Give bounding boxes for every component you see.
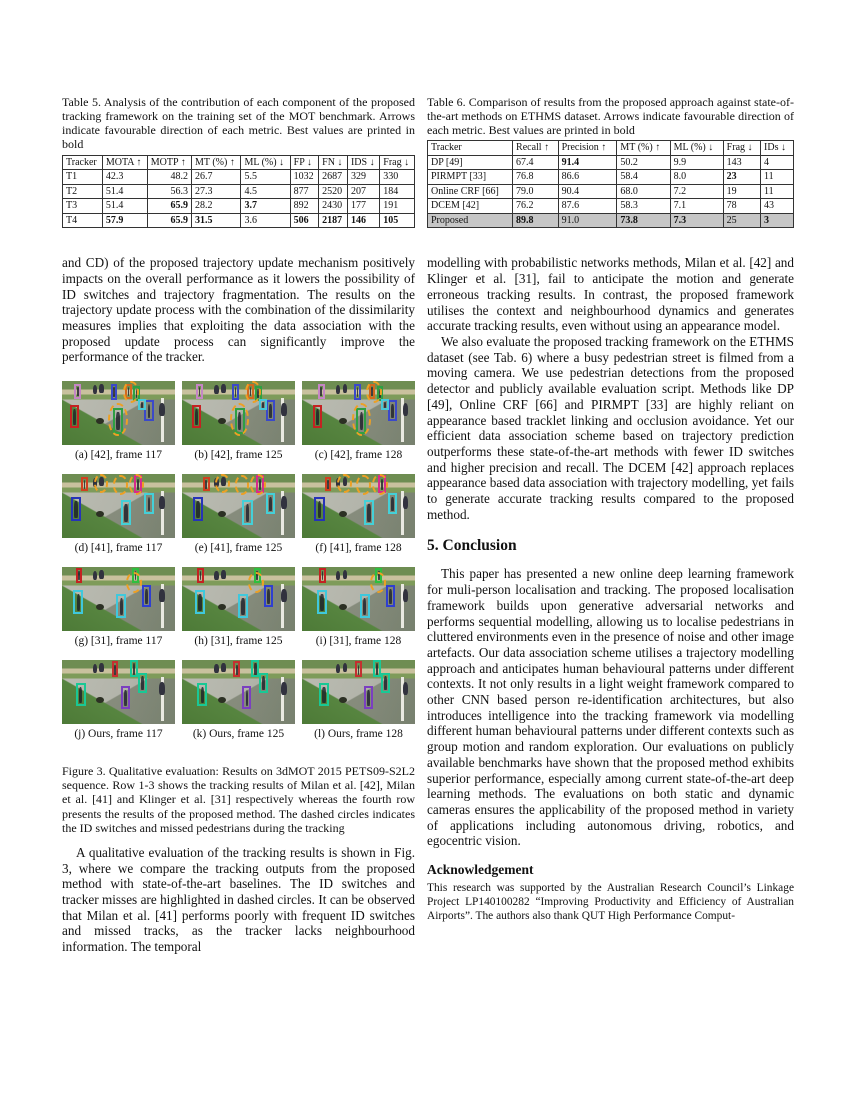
- tracker-bounding-box: [233, 661, 240, 677]
- pedestrian: [159, 589, 165, 602]
- column-header: Frag ↓: [723, 141, 760, 156]
- conclusion-paragraph: This paper has presented a new online deep learning framework for muli-person localisation and tracking. The proposed localisation framework builds upon generative adversarial networks and performs sequential modelling, allowing us to localise pedestrians in cluttered environments even in the presence of noise and other image artefacts. Our data association scheme utilises a trajectory modelling approach and anticipates human behavioural patterns under different contexts. It not only results in a light weight framework compared to other CNN based person re-identification architectures, but also introduces intelligence into the tracking framework via modelling different human behavioural patterns under different contexts such as group motion and random exploration. Our evaluations on publicly available benchmarks have shown that the proposed method exhibits superior performance, especially among current state-of-the-art deep learning methods. The evaluations on both static and dynamic cameras ensures the applicability of the proposed method in variety of applications including autonomous driving, robotics, and egocentric vision.: [427, 566, 794, 849]
- tracker-bounding-box: [111, 384, 118, 400]
- table-cell: 76.8: [513, 170, 559, 185]
- column-header: ML (%) ↓: [241, 155, 290, 170]
- table-cell: 68.0: [617, 184, 670, 199]
- table-cell: 3: [761, 213, 794, 228]
- table-cell: 91.0: [558, 213, 617, 228]
- table-cell: 58.4: [617, 170, 670, 185]
- tracker-bounding-box: [193, 497, 203, 521]
- table-cell: 28.2: [192, 199, 241, 214]
- pedestrian: [281, 496, 287, 509]
- tracker-bounding-box: [388, 400, 397, 420]
- table-cell: 48.2: [147, 170, 191, 185]
- id-switch-circle: [356, 475, 371, 494]
- tracker-bounding-box: [317, 590, 327, 614]
- table-cell: Online CRF [66]: [428, 184, 513, 199]
- column-header: Precision ↑: [558, 141, 617, 156]
- column-header: Frag ↓: [380, 155, 415, 170]
- id-switch-circle: [94, 474, 109, 493]
- shadow-blob: [96, 604, 104, 610]
- tracker-bounding-box: [266, 400, 275, 420]
- pedestrian: [99, 570, 104, 579]
- tracker-bounding-box: [76, 568, 83, 583]
- tracker-bounding-box: [121, 686, 130, 709]
- pedestrian: [214, 664, 219, 674]
- pedestrian: [336, 664, 341, 674]
- table-cell: 27.3: [192, 184, 241, 199]
- table-cell: 11: [761, 184, 794, 199]
- acknowledgement-text: This research was supported by the Australian Research Council’s Linkage Project LP140100282 “Improving Productivity and Efficiency of Australian Airports”. The authors also thank QUT High Performance Comput-: [427, 882, 794, 923]
- tracking-frame-image: [62, 660, 175, 724]
- tracker-bounding-box: [192, 405, 201, 428]
- tracker-bounding-box: [76, 683, 86, 706]
- column-header: FN ↓: [319, 155, 348, 170]
- table-cell: T3: [63, 199, 103, 214]
- subfigure-label: (f) [41], frame 128: [315, 542, 402, 555]
- subfigure-label: (e) [41], frame 125: [194, 542, 283, 555]
- pedestrian: [403, 682, 409, 695]
- pedestrian: [281, 403, 287, 416]
- table-row: [428, 199, 794, 214]
- tracker-bounding-box: [386, 585, 395, 607]
- tracker-bounding-box: [242, 500, 252, 526]
- table-cell: 67.4: [513, 155, 559, 170]
- table-cell: 3.6: [241, 213, 290, 228]
- table-cell: 191: [380, 199, 415, 214]
- subfigure-label: (k) Ours, frame 125: [192, 728, 285, 741]
- table-cell: 177: [347, 199, 379, 214]
- pedestrian: [99, 384, 104, 393]
- table-cell: 42.3: [102, 170, 147, 185]
- column-header: MT (%) ↑: [192, 155, 241, 170]
- tracker-bounding-box: [354, 384, 361, 400]
- figure-subpanel: [182, 567, 295, 658]
- table-cell: 86.6: [558, 170, 617, 185]
- table-cell: 4: [761, 155, 794, 170]
- column-header: ML (%) ↓: [670, 141, 723, 156]
- shadow-blob: [96, 511, 104, 517]
- tracker-bounding-box: [314, 497, 324, 521]
- table-cell: 1032: [290, 170, 319, 185]
- table6: [427, 140, 794, 228]
- pedestrian: [343, 384, 348, 393]
- figure-subpanel: [302, 381, 415, 472]
- tracking-frame-image: [62, 567, 175, 631]
- tracker-bounding-box: [144, 493, 153, 513]
- table-header-row: [428, 141, 794, 156]
- table-cell: 73.8: [617, 213, 670, 228]
- id-switch-circle: [230, 403, 249, 436]
- figure-subpanel: [62, 474, 175, 565]
- table-cell: PIRMPT [33]: [428, 170, 513, 185]
- table-cell: 11: [761, 170, 794, 185]
- table-cell: 3.7: [241, 199, 290, 214]
- pedestrian: [281, 589, 287, 602]
- figure-row: [62, 381, 415, 472]
- tracking-frame-image: [62, 381, 175, 445]
- subfigure-label: (a) [42], frame 117: [74, 449, 163, 462]
- pedestrian: [281, 682, 287, 695]
- tracker-bounding-box: [264, 585, 273, 607]
- subfigure-label: (j) Ours, frame 117: [74, 728, 163, 741]
- tracker-bounding-box: [195, 590, 205, 614]
- tracker-bounding-box: [355, 661, 362, 677]
- table-cell: 19: [723, 184, 760, 199]
- table-cell: T1: [63, 170, 103, 185]
- pedestrian: [93, 571, 98, 581]
- table-cell: 207: [347, 184, 379, 199]
- figure-row: [62, 474, 415, 565]
- table-cell: 57.9: [102, 213, 147, 228]
- table-cell: 51.4: [102, 199, 147, 214]
- id-switch-circle: [248, 572, 264, 592]
- table-cell: 7.3: [670, 213, 723, 228]
- table-row: [428, 184, 794, 199]
- tracking-frame-image: [182, 381, 295, 445]
- table-cell: 90.4: [558, 184, 617, 199]
- subfigure-label: (l) Ours, frame 128: [314, 728, 403, 741]
- id-switch-circle: [215, 474, 230, 493]
- table-cell: 91.4: [558, 155, 617, 170]
- figure-subpanel: [62, 381, 175, 472]
- pedestrian: [336, 571, 341, 581]
- body-paragraph: We also evaluate the proposed tracking framework on the ETHMS dataset (see Tab. 6) where a busy pedestrian street is filmed from a moving camera. We use pedestrian detections from the proposed detector and publicly available evaluation script. Methods like DP [49], Online CRF [66] and PIRMPT [33] are highly reliant on appearance based tracklet linking and occlusion avoidance. Yet our efficient data association scheme based on trajectory prediction outperforms these state-of-the-art methods with fewer ID switches and higher precision and recall. The DCEM [42] approach replaces appearance based data association with trajectory modelling, yet fails to generate accurate tracking results compared to the proposed method.: [427, 333, 794, 522]
- table-row: [428, 170, 794, 185]
- figure-subpanel: [62, 660, 175, 751]
- table-row: [63, 213, 415, 228]
- pedestrian: [343, 663, 348, 672]
- tracker-bounding-box: [197, 683, 207, 706]
- acknowledgement-heading: Acknowledgement: [427, 862, 534, 878]
- table-row: [428, 155, 794, 170]
- table-cell: DCEM [42]: [428, 199, 513, 214]
- tracker-bounding-box: [138, 399, 146, 411]
- tracking-frame-image: [182, 474, 295, 538]
- tracker-bounding-box: [318, 384, 325, 399]
- column-header: Tracker: [428, 141, 513, 156]
- table-cell: 25: [723, 213, 760, 228]
- tracker-bounding-box: [360, 594, 370, 618]
- body-paragraph: A qualitative evaluation of the tracking results is shown in Fig. 3, where we compare the tracking outputs from the proposed method with state-of-the-art baselines. The ID switches and tracker misses are highlighted in dashed circles. It can be observed that Milan et al. [41] performs poorly with frequent ID switches and missed tracks, as the tracker lacks neighbourhood information. The temporal: [62, 844, 415, 955]
- column-header: MT (%) ↑: [617, 141, 670, 156]
- tracker-bounding-box: [364, 500, 374, 526]
- table-row: [63, 199, 415, 214]
- tracker-bounding-box: [112, 661, 119, 677]
- subfigure-label: (d) [41], frame 117: [74, 542, 163, 555]
- body-paragraph: modelling with probabilistic networks methods, Milan et al. [42] and Klinger et al. [31], fail to anticipate the motion and generate erroneous tracking results. In contrast, the proposed framework utilises the context and neighbourhood dynamics and generates accurate tracking results, even without using an appearance model.: [427, 255, 794, 334]
- tracker-bounding-box: [313, 405, 322, 428]
- table-cell: 9.9: [670, 155, 723, 170]
- id-switch-circle: [108, 403, 127, 436]
- pedestrian: [159, 403, 165, 416]
- id-switch-circle: [235, 475, 250, 494]
- tracking-frame-image: [182, 660, 295, 724]
- tracking-frame-image: [182, 567, 295, 631]
- id-switch-circle: [129, 474, 145, 494]
- tracker-bounding-box: [130, 660, 138, 677]
- tracking-frame-image: [302, 567, 415, 631]
- figure-row: [62, 567, 415, 658]
- shadow-blob: [96, 418, 104, 424]
- tracker-bounding-box: [319, 683, 329, 706]
- shadow-blob: [96, 697, 104, 703]
- tracker-bounding-box: [266, 493, 275, 513]
- table-cell: 892: [290, 199, 319, 214]
- table-cell: 23: [723, 170, 760, 185]
- shadow-blob: [339, 604, 347, 610]
- tracker-bounding-box: [197, 568, 204, 583]
- table-cell: 79.0: [513, 184, 559, 199]
- column-header: Tracker: [63, 155, 103, 170]
- table-cell: 78: [723, 199, 760, 214]
- tracker-bounding-box: [121, 500, 131, 526]
- tracker-bounding-box: [238, 594, 248, 618]
- table-cell: 2687: [319, 170, 348, 185]
- table-cell: 105: [380, 213, 415, 228]
- id-switch-circle: [123, 381, 139, 403]
- subfigure-label: (c) [42], frame 128: [314, 449, 403, 462]
- pedestrian: [343, 570, 348, 579]
- table-cell: 58.3: [617, 199, 670, 214]
- table-cell: 877: [290, 184, 319, 199]
- table-row: [63, 184, 415, 199]
- tracker-bounding-box: [373, 660, 381, 677]
- table-row: [63, 170, 415, 185]
- shadow-blob: [218, 511, 226, 517]
- tracker-bounding-box: [73, 590, 83, 614]
- figure3-caption: Figure 3. Qualitative evaluation: Results on 3dMOT 2015 PETS09-S2L2 sequence. Row 1-3 shows the tracking results of Milan et al. [42], Milan et al. [41] and Klinger et al. [31] respectively whereas the fourth row presents the results of the proposed method. The dashed circles indicates the ID switches and missed pedestrians during the tracking: [62, 764, 415, 835]
- tracker-bounding-box: [242, 686, 251, 709]
- id-switch-circle: [126, 572, 142, 592]
- pedestrian: [336, 385, 341, 395]
- table-cell: 43: [761, 199, 794, 214]
- id-switch-circle: [245, 381, 261, 403]
- right-column: [427, 95, 794, 924]
- tracker-bounding-box: [70, 405, 79, 428]
- table-cell: 56.3: [147, 184, 191, 199]
- figure-subpanel: [62, 567, 175, 658]
- tracker-bounding-box: [71, 497, 81, 521]
- figure-subpanel: [182, 474, 295, 565]
- pedestrian: [93, 664, 98, 674]
- tracking-frame-image: [302, 474, 415, 538]
- tracker-bounding-box: [138, 673, 147, 693]
- id-switch-circle: [113, 475, 128, 494]
- pedestrian: [221, 384, 226, 393]
- table-cell: 184: [380, 184, 415, 199]
- tracker-bounding-box: [388, 493, 397, 513]
- table-header-row: [63, 155, 415, 170]
- subfigure-label: (h) [31], frame 125: [194, 635, 283, 648]
- table-cell: 31.5: [192, 213, 241, 228]
- table5: [62, 155, 415, 229]
- id-switch-circle: [370, 572, 386, 592]
- table-row: [428, 213, 794, 228]
- tracker-bounding-box: [74, 384, 81, 399]
- body-paragraph: and CD) of the proposed trajectory update mechanism positively impacts on the overall performance as it lowers the possibility of ID switches and trajectory fragmentation. The results on the trajectory update process with the combination of the dissimilarity measures implies that exploiting the data association with the proposed update process can significantly improve the performance of the tracker.: [62, 255, 415, 365]
- column-header: MOTP ↑: [147, 155, 191, 170]
- pedestrian: [221, 663, 226, 672]
- figure-subpanel: [182, 381, 295, 472]
- tracker-bounding-box: [196, 384, 203, 399]
- tracker-bounding-box: [203, 477, 210, 492]
- shadow-blob: [339, 511, 347, 517]
- table-cell: 143: [723, 155, 760, 170]
- id-switch-circle: [337, 474, 352, 493]
- table-cell: 2187: [319, 213, 348, 228]
- pedestrian: [159, 496, 165, 509]
- pedestrian: [403, 496, 409, 509]
- figure-row: [62, 660, 415, 751]
- column-header: MOTA ↑: [102, 155, 147, 170]
- table-cell: T4: [63, 213, 103, 228]
- table-cell: 2430: [319, 199, 348, 214]
- table-cell: 26.7: [192, 170, 241, 185]
- table-cell: 146: [347, 213, 379, 228]
- pedestrian: [93, 385, 98, 395]
- table5-caption: Table 5. Analysis of the contribution of each component of the proposed tracking framework on the training set of the MOT benchmark. Arrows indicate favourable direction of each metric. Best values are printed in bold: [62, 95, 415, 152]
- shadow-blob: [218, 604, 226, 610]
- table-cell: 5.5: [241, 170, 290, 185]
- figure3-grid: [62, 381, 415, 751]
- column-header: Recall ↑: [513, 141, 559, 156]
- tracker-bounding-box: [144, 400, 153, 420]
- tracking-frame-image: [302, 660, 415, 724]
- table-cell: 76.2: [513, 199, 559, 214]
- pedestrian: [403, 403, 409, 416]
- tracking-frame-image: [62, 474, 175, 538]
- shadow-blob: [218, 697, 226, 703]
- table-cell: 65.9: [147, 199, 191, 214]
- column-header: FP ↓: [290, 155, 319, 170]
- id-switch-circle: [250, 474, 266, 494]
- table-cell: 4.5: [241, 184, 290, 199]
- tracker-bounding-box: [81, 477, 88, 492]
- column-header: IDS ↓: [347, 155, 379, 170]
- left-column: [62, 95, 415, 955]
- tracker-bounding-box: [116, 594, 126, 618]
- table-cell: 87.6: [558, 199, 617, 214]
- id-switch-circle: [352, 403, 371, 436]
- table-cell: 2520: [319, 184, 348, 199]
- table-cell: 8.0: [670, 170, 723, 185]
- table-cell: 506: [290, 213, 319, 228]
- tracker-bounding-box: [142, 585, 151, 607]
- table-cell: 7.1: [670, 199, 723, 214]
- table6-caption: Table 6. Comparison of results from the proposed approach against state-of-the-art methods on ETHMS dataset. Arrows indicate favourable direction of each metric. Best values are printed in bold: [427, 95, 794, 138]
- tracker-bounding-box: [259, 673, 268, 693]
- table-cell: 50.2: [617, 155, 670, 170]
- id-switch-circle: [372, 474, 388, 494]
- table-cell: 51.4: [102, 184, 147, 199]
- shadow-blob: [218, 418, 226, 424]
- figure-subpanel: [302, 567, 415, 658]
- pedestrian: [214, 571, 219, 581]
- tracker-bounding-box: [325, 477, 332, 492]
- conclusion-heading: 5. Conclusion: [427, 537, 517, 555]
- table-cell: T2: [63, 184, 103, 199]
- shadow-blob: [339, 697, 347, 703]
- pedestrian: [159, 682, 165, 695]
- id-switch-circle: [366, 381, 382, 403]
- tracker-bounding-box: [251, 660, 259, 677]
- figure-subpanel: [182, 660, 295, 751]
- table-cell: 7.2: [670, 184, 723, 199]
- subfigure-label: (b) [42], frame 125: [194, 449, 283, 462]
- table-cell: 329: [347, 170, 379, 185]
- tracker-bounding-box: [381, 673, 390, 693]
- pedestrian: [403, 589, 409, 602]
- subfigure-label: (g) [31], frame 117: [74, 635, 163, 648]
- tracker-bounding-box: [259, 399, 267, 411]
- figure-subpanel: [302, 474, 415, 565]
- table-cell: 330: [380, 170, 415, 185]
- pedestrian: [99, 663, 104, 672]
- tracker-bounding-box: [232, 384, 239, 400]
- tracker-bounding-box: [381, 399, 389, 411]
- subfigure-label: (i) [31], frame 128: [315, 635, 402, 648]
- table-cell: 89.8: [513, 213, 559, 228]
- column-header: IDs ↓: [761, 141, 794, 156]
- shadow-blob: [339, 418, 347, 424]
- table-cell: Proposed: [428, 213, 513, 228]
- table-cell: DP [49]: [428, 155, 513, 170]
- figure-subpanel: [302, 660, 415, 751]
- tracking-frame-image: [302, 381, 415, 445]
- pedestrian: [221, 570, 226, 579]
- table-cell: 65.9: [147, 213, 191, 228]
- pedestrian: [214, 385, 219, 395]
- tracker-bounding-box: [364, 686, 373, 709]
- tracker-bounding-box: [319, 568, 326, 583]
